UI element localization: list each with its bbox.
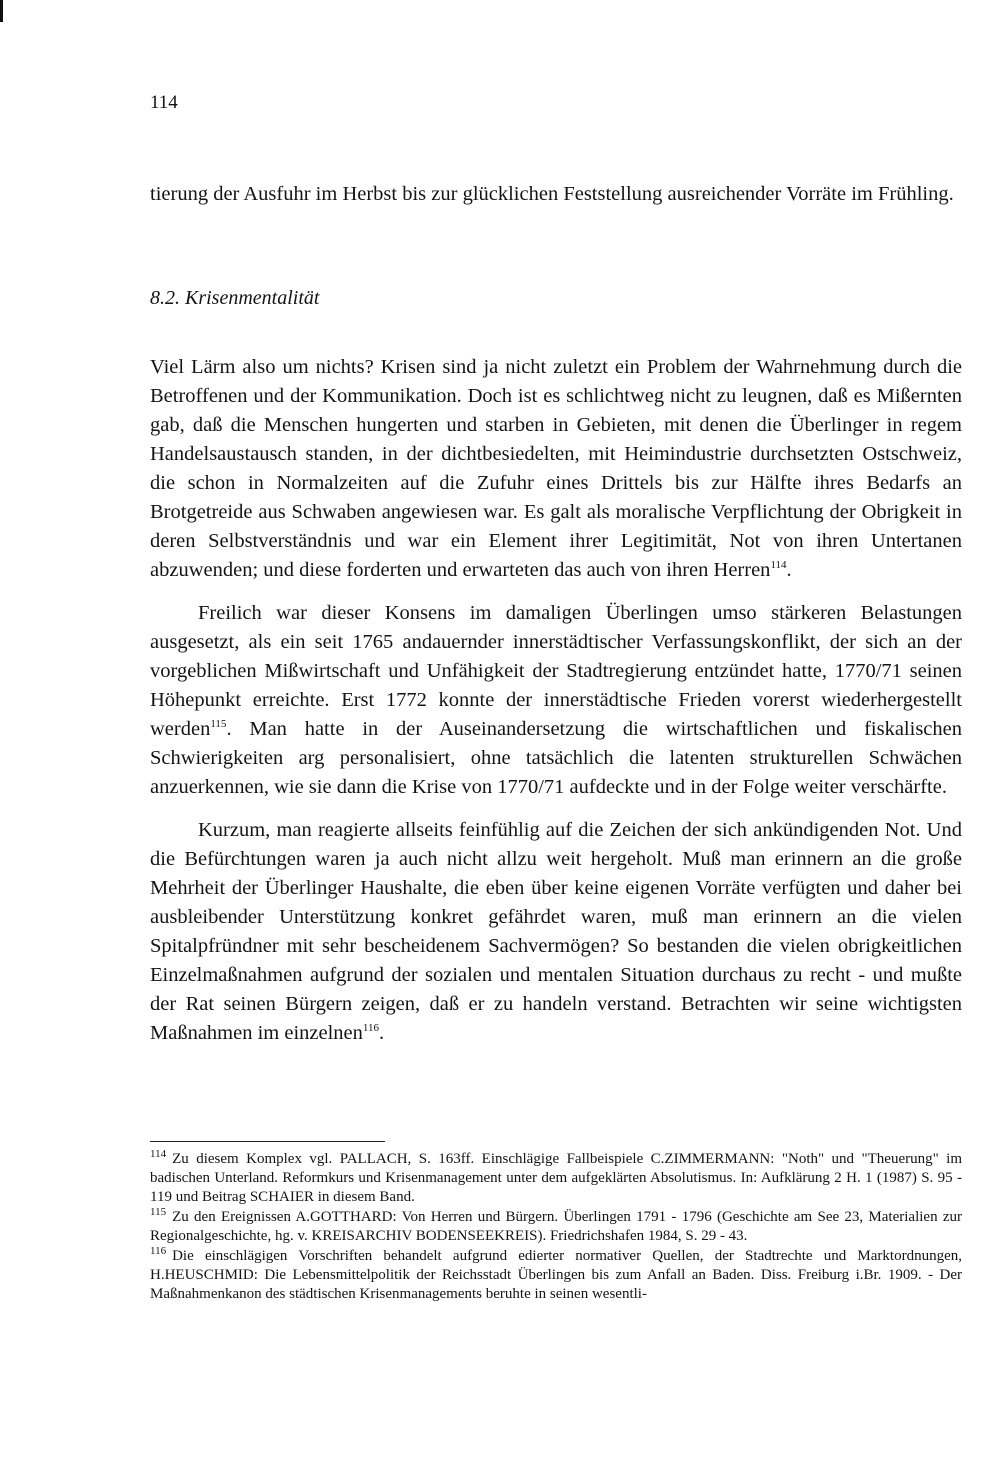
body-text [150,353,962,1048]
paragraph-3-text: Kurzum, man reagierte allseits feinfühlig auf die Zeichen der sich ankündigenden Not. Und die Befürchtungen waren ja auch nicht allzu weit hergeholt. Muß man erinnern an die große Mehrheit der Überlinger Haushalte, die eben über keine eigenen Vorräte verfügten und daher bei ausbleibender Unterstützung konkret gefährdet waren, muß man erinnern an die vielen Spitalpfründner mit sehr bescheidenem Sachvermögen? So bestanden die vielen obrigkeitlichen Einzelmaßnahmen aufgrund der sozialen und mentalen Situation durchaus zu recht - und mußte der Rat seinen Bürgern zeigen, daß er zu handeln verstand. Betrachten wir seine wichtigsten Maßnahmen im einzelnen [150,819,962,1044]
paragraph-1 [150,353,962,585]
paragraph-3 [150,816,962,1048]
page-number: 114 [150,92,178,113]
footnote-text: Zu diesem Komplex vgl. PALLACH, S. 163ff. Einschlägige Fallbeispiele C.ZIMMERMANN: "Noth" und "Theuerung" im badischen Unterland. Reformkurs und Krisenmanagement unter dem aufgeklärten Absolutismus. In: Aufklärung 2 H. 1 (1987) S. 95 - 119 und Beitrag SCHAIER in diesem Band. [150,1151,962,1205]
paragraph-1-end: . [786,559,792,581]
footnote-number: 115 [150,1206,167,1218]
footnote-114 [150,1150,962,1207]
continuation-paragraph: tierung der Ausfuhr im Herbst bis zur glücklichen Feststellung ausreichender Vorräte im Frühling. [150,183,954,205]
footnote-text: Zu den Ereignissen A.GOTTHARD: Von Herren und Bürgern. Überlingen 1791 - 1796 (Geschichte am See 23, Materialien zur Regionalgeschichte, hg. v. KREISARCHIV BODENSEEKREIS). Friedrichshafen 1984, S. 29 - 43. [150,1209,962,1244]
section-heading [150,287,319,310]
scan-edge-mark [0,0,3,22]
footnote-text: Die einschlägigen Vorschriften behandelt aufgrund edierter normativer Quellen, der Stadtrechte und Marktordnungen, H.HEUSCHMID: Die Lebensmittelpolitik der Reichsstadt Überlingen bis zum Anfall an Baden. Diss. Freiburg i.Br. 1909. - Der Maßnahmenkanon des städtischen Krisenmanagements beruhte in seinen wesentli- [150,1248,962,1302]
paragraph-1-text: Viel Lärm also um nichts? Krisen sind ja nicht zuletzt ein Problem der Wahrnehmung durch die Betroffenen und der Kommunikation. Doch ist es schlichtweg nicht zu leugnen, daß es Mißernten gab, daß die Menschen hungerten und starben in Gebieten, mit denen die Überlinger in regem Handelsaustausch standen, in der dichtbesiedelten, mit Heimindustrie durchsetzten Ostschweiz, die schon in Normalzeiten auf die Zufuhr eines Drittels bis zur Hälfte ihres Bedarfs an Brotgetreide aus Schwaben angewiesen war. Es galt als moralische Verpflichtung der Obrigkeit in deren Selbstverständnis und war ein Element ihrer Legitimität, Not von ihren Untertanen abzuwenden; und diese forderten und erwarteten das auch von ihren Herren [150,356,962,581]
continuation-block [150,180,962,209]
footnote-number: 114 [150,1148,167,1160]
paragraph-3-end: . [379,1022,385,1044]
footnotes [150,1150,962,1305]
paragraph-2 [150,599,962,802]
footnote-ref-115: 115 [210,718,227,731]
footnote-116 [150,1247,962,1304]
section-number: 8.2. [150,287,180,309]
footnote-ref-116: 116 [362,1022,379,1035]
footnote-divider [150,1141,385,1142]
footnote-ref-114: 114 [770,559,787,572]
footnote-number: 116 [150,1245,167,1257]
footnote-115 [150,1208,962,1246]
paragraph-2-text-b: . Man hatte in der Auseinandersetzung die wirtschaftlichen und fiskalischen Schwierigkeiten arg personalisiert, ohne tatsächlich die latenten strukturellen Schwächen anzuerkennen, wie sie dann die Krise von 1770/71 aufdeckte und in der Folge weiter verschärfte. [150,718,962,798]
paragraph-2-text-a: Freilich war dieser Konsens im damaligen Überlingen umso stärkeren Belastungen ausgesetzt, als ein seit 1765 andauernder innerstädtischer Verfassungskonflikt, der sich an der vorgeblichen Mißwirtschaft und Unfähigkeit der Stadtregierung entzündet hatte, 1770/71 seinen Höhepunkt erreichte. Erst 1772 konnte der innerstädtische Frieden vorerst wiederhergestellt werden [150,602,962,740]
section-title: Krisenmentalität [185,287,320,309]
